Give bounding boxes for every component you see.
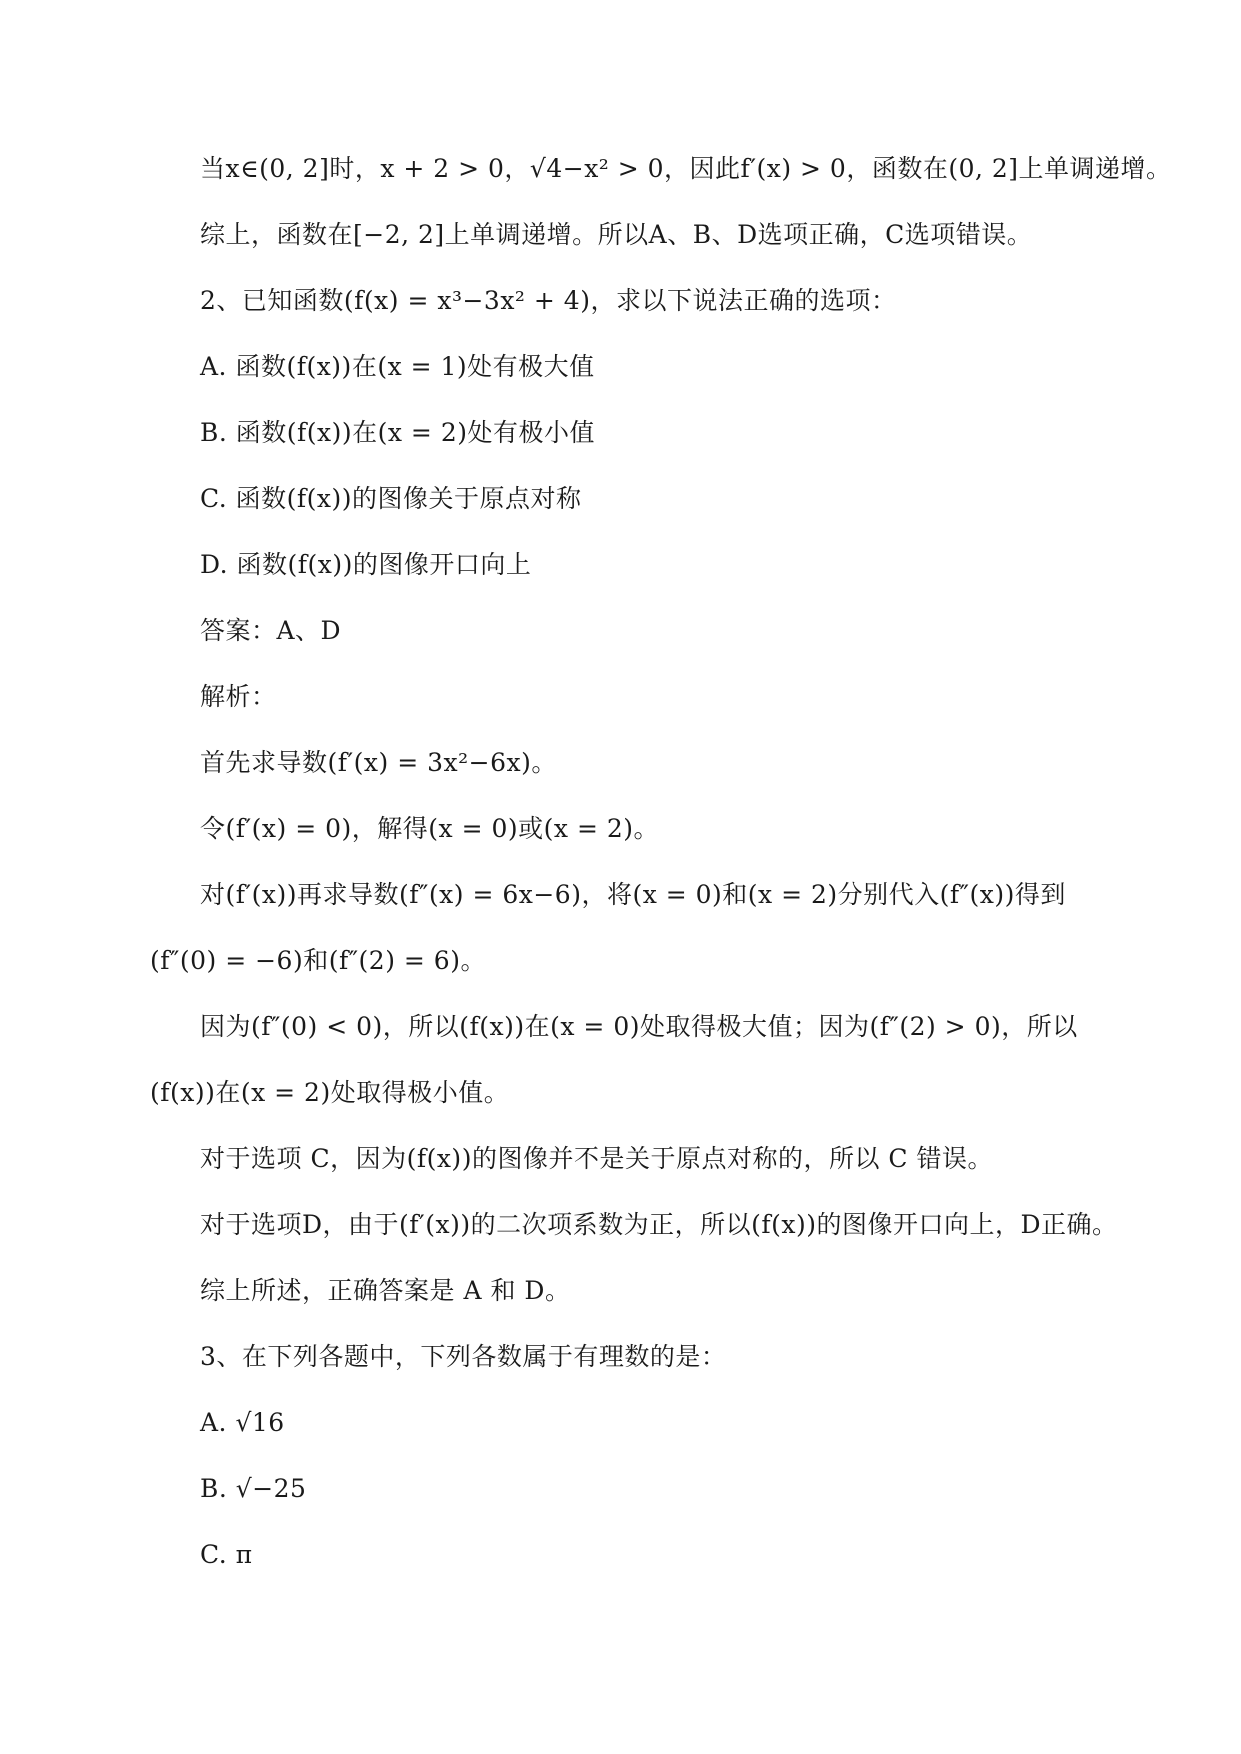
option-b: B. 函数(f(x))在(x = 2)处有极小值 xyxy=(200,418,595,447)
question-2-stem: 2、已知函数(f(x) = x³−3x² + 4)，求以下说法正确的选项： xyxy=(200,286,897,315)
text-line: 首先求导数(f′(x) = 3x²−6x)。 xyxy=(200,748,557,777)
text-line: 因为(f″(0) < 0)，所以(f(x))在(x = 0)处取得极大值；因为(f″(2) > 0)，所以 xyxy=(200,1012,1078,1041)
text-line: 综上所述，正确答案是 A 和 D。 xyxy=(200,1276,571,1305)
option-b: B. √−25 xyxy=(200,1474,307,1503)
text-line: 综上，函数在[−2, 2]上单调递增。所以A、B、D选项正确，C选项错误。 xyxy=(200,220,1033,249)
question-3-stem: 3、在下列各题中，下列各数属于有理数的是： xyxy=(200,1342,727,1371)
text-line: 对于选项D，由于(f′(x))的二次项系数为正，所以(f(x))的图像开口向上，D正确。 xyxy=(200,1210,1118,1239)
text-line: (f(x))在(x = 2)处取得极小值。 xyxy=(150,1078,510,1107)
text-line: 对于选项 C，因为(f(x))的图像并不是关于原点对称的，所以 C 错误。 xyxy=(200,1144,993,1173)
text-line: (f″(0) = −6)和(f″(2) = 6)。 xyxy=(150,946,486,975)
option-a: A. √16 xyxy=(200,1408,285,1437)
text-line: 令(f′(x) = 0)，解得(x = 0)或(x = 2)。 xyxy=(200,814,659,843)
text-line: 对(f′(x))再求导数(f″(x) = 6x−6)，将(x = 0)和(x = 2)分别代入(f″(x))得到 xyxy=(200,880,1066,909)
analysis-heading: 解析： xyxy=(200,682,277,711)
option-a: A. 函数(f(x))在(x = 1)处有极大值 xyxy=(200,352,595,381)
option-c: C. π xyxy=(200,1540,253,1569)
option-d: D. 函数(f(x))的图像开口向上 xyxy=(200,550,532,579)
answer-line: 答案：A、D xyxy=(200,616,342,645)
option-c: C. 函数(f(x))的图像关于原点对称 xyxy=(200,484,582,513)
text-line: 当x∈(0, 2]时，x + 2 > 0，√4−x² > 0，因此f′(x) > 0，函数在(0, 2]上单调递增。 xyxy=(200,154,1172,183)
